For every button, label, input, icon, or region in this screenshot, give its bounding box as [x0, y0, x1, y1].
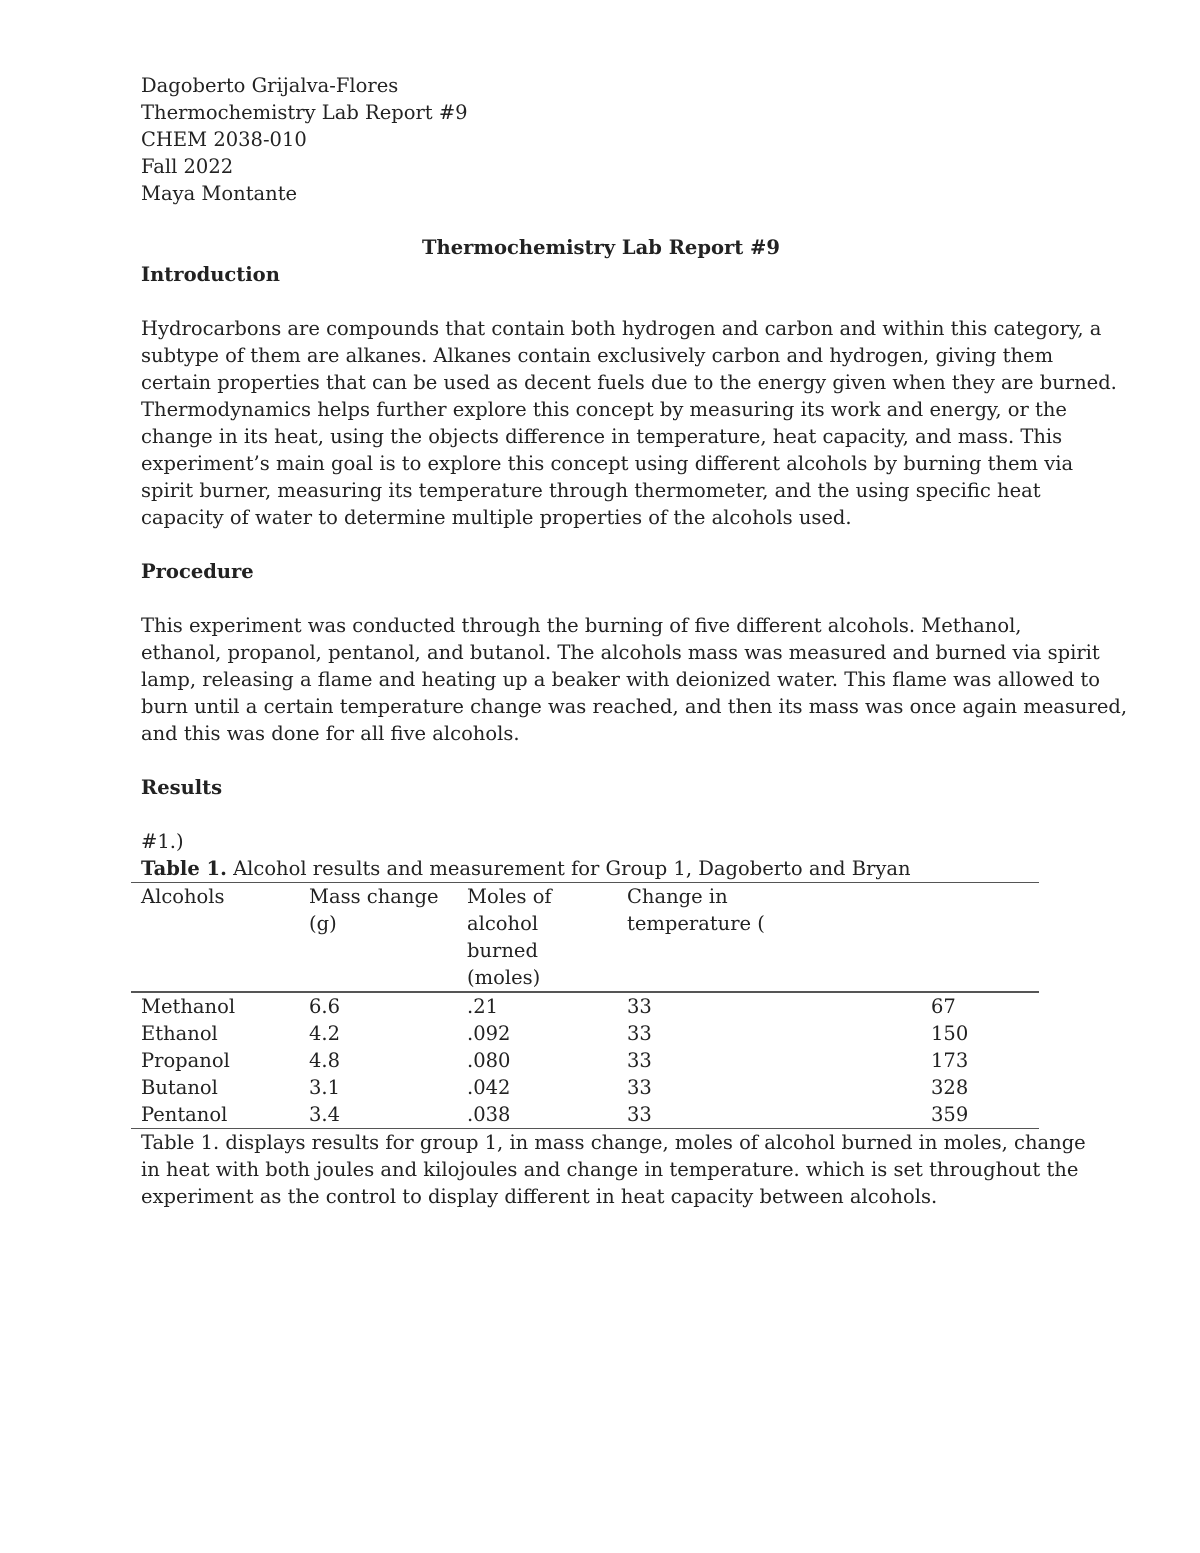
paragraph-line: spirit burner, measuring its temperature through thermometer, and the using specific heat — [141, 479, 1041, 502]
results-heading: Results — [141, 776, 223, 799]
paragraph-line: ethanol, propanol, pentanol, and butanol. The alcohols mass was measured and burned via spirit — [141, 641, 1100, 664]
paragraph-line: change in its heat, using the objects difference in temperature, heat capacity, and mass. This — [141, 425, 1063, 448]
cell-mass-change: 3.1 — [309, 1076, 341, 1099]
cell-temperature-change: 33 — [627, 1076, 652, 1099]
cell-alcohol: Propanol — [141, 1049, 230, 1072]
column-header-blank — [921, 883, 1039, 993]
procedure-heading: Procedure — [141, 560, 254, 583]
cell-value: 150 — [931, 1022, 969, 1045]
column-header-mass-change — [299, 883, 457, 993]
cell-mass-change: 4.8 — [309, 1049, 341, 1072]
cell-temperature-change: 33 — [627, 1049, 652, 1072]
paragraph-line: burn until a certain temperature change was reached, and then its mass was once again measured, — [141, 695, 1128, 718]
header-line: Moles of — [467, 885, 552, 908]
column-header-alcohols — [131, 883, 299, 993]
cell-temperature-change: 33 — [627, 1022, 652, 1045]
table-header-row — [131, 883, 1039, 993]
cell-alcohol: Pentanol — [141, 1103, 228, 1126]
column-header-temperature-change — [617, 883, 921, 993]
cell-moles: .21 — [467, 995, 499, 1018]
paragraph-line: Thermodynamics helps further explore this concept by measuring its work and energy, or the — [141, 398, 1067, 421]
cell-temperature-change: 33 — [627, 1103, 652, 1126]
header-line: Alcohols — [141, 885, 225, 908]
header-block — [141, 72, 1061, 207]
paragraph-line: This experiment was conducted through the burning of five different alcohols. Methanol, — [141, 614, 1022, 637]
cell-value: 359 — [931, 1103, 969, 1126]
question-number: #1.) — [141, 830, 184, 853]
cell-moles: .038 — [467, 1103, 511, 1126]
results-table — [131, 882, 1039, 1129]
course-code: CHEM 2038-010 — [141, 128, 307, 151]
cell-alcohol: Methanol — [141, 995, 236, 1018]
paragraph-line: lamp, releasing a flame and heating up a beaker with deionized water. This flame was allowed to — [141, 668, 1100, 691]
table-row — [131, 1020, 1039, 1047]
instructor-name: Maya Montante — [141, 182, 298, 205]
document-page — [141, 72, 1128, 1210]
table-row — [131, 992, 1039, 1020]
table-description — [141, 1129, 1086, 1210]
paragraph-line: experiment as the control to display different in heat capacity between alcohols. — [141, 1185, 938, 1208]
header-line: (g) — [309, 912, 337, 935]
header-line: (moles) — [467, 966, 541, 989]
cell-alcohol: Butanol — [141, 1076, 218, 1099]
table-row — [131, 1047, 1039, 1074]
paragraph-line: certain properties that can be used as decent fuels due to the energy given when they are burned. — [141, 371, 1117, 394]
paragraph-line: Table 1. displays results for group 1, in mass change, moles of alcohol burned in moles, change — [141, 1131, 1086, 1154]
cell-mass-change: 4.2 — [309, 1022, 341, 1045]
table-caption-text: Alcohol results and measurement for Group 1, Dagoberto and Bryan — [226, 857, 911, 880]
cell-alcohol: Ethanol — [141, 1022, 218, 1045]
header-line: Mass change — [309, 885, 439, 908]
cell-moles: .092 — [467, 1022, 511, 1045]
cell-value: 173 — [931, 1049, 969, 1072]
table-caption — [141, 855, 1061, 882]
author-name: Dagoberto Grijalva-Flores — [141, 74, 399, 97]
paragraph-line: Hydrocarbons are compounds that contain both hydrogen and carbon and within this category, a — [141, 317, 1102, 340]
cell-temperature-change: 33 — [627, 995, 652, 1018]
header-line: Change in — [627, 885, 728, 908]
procedure-paragraph — [141, 612, 1128, 747]
table-caption-label: Table 1. — [141, 857, 227, 880]
paragraph-line: and this was done for all five alcohols. — [141, 722, 520, 745]
table-row — [131, 1101, 1039, 1129]
cell-mass-change: 3.4 — [309, 1103, 341, 1126]
cell-value: 67 — [931, 995, 956, 1018]
paragraph-line: in heat with both joules and kilojoules and change in temperature. which is set throughout the — [141, 1158, 1079, 1181]
table-row — [131, 1074, 1039, 1101]
introduction-paragraph — [141, 315, 1117, 531]
header-line: burned — [467, 939, 538, 962]
cell-mass-change: 6.6 — [309, 995, 341, 1018]
paragraph-line: subtype of them are alkanes. Alkanes contain exclusively carbon and hydrogen, giving them — [141, 344, 1054, 367]
paragraph-line: experiment’s main goal is to explore this concept using different alcohols by burning them via — [141, 452, 1074, 475]
header-line: temperature ( — [627, 912, 765, 935]
document-title: Thermochemistry Lab Report #9 — [422, 236, 780, 259]
cell-moles: .042 — [467, 1076, 511, 1099]
header-line: alcohol — [467, 912, 539, 935]
cell-value: 328 — [931, 1076, 969, 1099]
report-name: Thermochemistry Lab Report #9 — [141, 101, 468, 124]
cell-moles: .080 — [467, 1049, 511, 1072]
introduction-heading: Introduction — [141, 263, 280, 286]
term: Fall 2022 — [141, 155, 234, 178]
paragraph-line: capacity of water to determine multiple properties of the alcohols used. — [141, 506, 852, 529]
column-header-moles-burned — [457, 883, 617, 993]
